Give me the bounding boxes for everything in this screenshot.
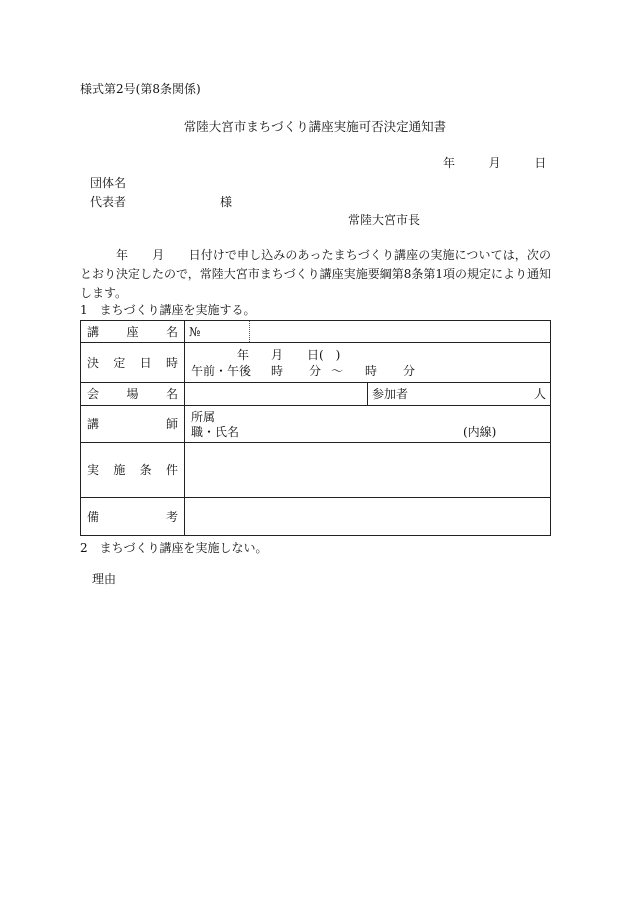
lecturer-extension-label: (内線) bbox=[463, 425, 497, 439]
lecturer-name-label: 職・氏名 bbox=[191, 425, 240, 439]
document-title: 常陸大宮市まちづくり講座実施可否決定通知書 bbox=[183, 119, 447, 134]
course-name-label-text bbox=[87, 326, 178, 338]
course-name-field[interactable] bbox=[185, 321, 551, 343]
decision-ampm: 午前・午後 bbox=[191, 364, 252, 378]
decision-min-end: 分 bbox=[403, 364, 416, 378]
lecturer-field[interactable] bbox=[185, 406, 551, 443]
section2-heading: 2 まちづくり講座を実施しない。 bbox=[80, 541, 268, 555]
remarks-label-c2: 考 bbox=[165, 509, 178, 524]
date-line bbox=[443, 157, 546, 169]
decision-date-label bbox=[81, 343, 185, 383]
venue-label-text bbox=[87, 388, 178, 400]
venue-label bbox=[81, 383, 185, 406]
decision-hour-end: 時 bbox=[365, 364, 378, 378]
decision-year: 年 bbox=[237, 348, 250, 362]
conditions-label-c4: 件 bbox=[165, 463, 178, 477]
decision-tilde: ～ bbox=[331, 364, 344, 378]
remarks-label-c1: 備 bbox=[87, 509, 100, 524]
row-decision-date bbox=[81, 343, 551, 383]
decision-date-label-c3: 日 bbox=[139, 355, 152, 370]
lecturer-label-c1: 講 bbox=[87, 417, 100, 431]
lecturer-field-inner bbox=[185, 406, 550, 442]
participants-field[interactable] bbox=[368, 383, 551, 406]
remarks-label-text bbox=[87, 511, 178, 523]
row-course-name bbox=[81, 321, 551, 343]
row-venue bbox=[81, 383, 551, 406]
decision-hour-start: 時 bbox=[271, 364, 284, 378]
course-details-table bbox=[80, 320, 551, 536]
row-remarks bbox=[81, 498, 551, 536]
reason-label: 理由 bbox=[92, 572, 117, 586]
honorific: 様 bbox=[220, 195, 233, 209]
lecturer-label bbox=[81, 406, 185, 443]
remarks-label bbox=[81, 498, 185, 536]
conditions-label-c3: 条 bbox=[139, 463, 152, 477]
date-year: 年 bbox=[443, 156, 456, 170]
conditions-label-c1: 実 bbox=[87, 463, 100, 477]
remarks-field[interactable] bbox=[185, 498, 551, 536]
course-name-label-c2: 座 bbox=[126, 324, 139, 339]
conditions-label bbox=[81, 443, 185, 498]
decision-date-label-text bbox=[87, 357, 178, 369]
decision-date-label-c2: 定 bbox=[113, 355, 126, 370]
course-name-label-c3: 名 bbox=[165, 324, 178, 339]
decision-day-weekday: 日( ) bbox=[307, 348, 341, 362]
conditions-label-text bbox=[87, 464, 178, 476]
lecturer-affiliation-label: 所属 bbox=[191, 410, 216, 424]
form-number: 様式第2号(第8条関係) bbox=[80, 82, 201, 96]
venue-label-c1: 会 bbox=[87, 387, 100, 401]
issuer: 常陸大宮市長 bbox=[348, 213, 421, 227]
decision-date-field[interactable] bbox=[185, 343, 551, 383]
decision-date-label-c4: 時 bbox=[165, 355, 178, 370]
course-name-field-inner bbox=[185, 321, 550, 342]
date-day: 日 bbox=[534, 156, 547, 170]
representative-label: 代表者 bbox=[90, 195, 127, 209]
participants-row bbox=[368, 388, 550, 400]
decision-month: 月 bbox=[271, 348, 284, 362]
date-month: 月 bbox=[488, 156, 501, 170]
venue-field[interactable] bbox=[185, 383, 368, 406]
course-number-label: № bbox=[189, 325, 201, 339]
org-name-label: 団体名 bbox=[90, 176, 127, 190]
representative-line bbox=[90, 195, 233, 209]
participants-label: 参加者 bbox=[372, 387, 409, 401]
body-paragraph: 年 月 日付けで申し込みのあったまちづくり講座の実施については，次のとおり決定したので，常陸大宮市まちづくり講座実施要綱第8条第1項の規定により通知します。 bbox=[80, 248, 551, 300]
course-name-label bbox=[81, 321, 185, 343]
venue-label-c3: 名 bbox=[165, 387, 178, 401]
decision-date-field-inner bbox=[185, 343, 550, 382]
course-number-separator bbox=[249, 321, 250, 342]
decision-date-label-c1: 決 bbox=[87, 355, 100, 370]
conditions-label-c2: 施 bbox=[113, 463, 126, 477]
decision-min-start: 分 bbox=[309, 364, 322, 378]
participants-unit: 人 bbox=[533, 387, 546, 401]
lecturer-label-c2: 師 bbox=[165, 417, 178, 431]
section1-heading: 1 まちづくり講座を実施する。 bbox=[80, 303, 256, 317]
course-name-label-c1: 講 bbox=[87, 324, 100, 339]
conditions-field[interactable] bbox=[185, 443, 551, 498]
lecturer-label-text bbox=[87, 418, 178, 430]
row-conditions bbox=[81, 443, 551, 498]
venue-label-c2: 場 bbox=[126, 387, 139, 401]
row-lecturer bbox=[81, 406, 551, 443]
